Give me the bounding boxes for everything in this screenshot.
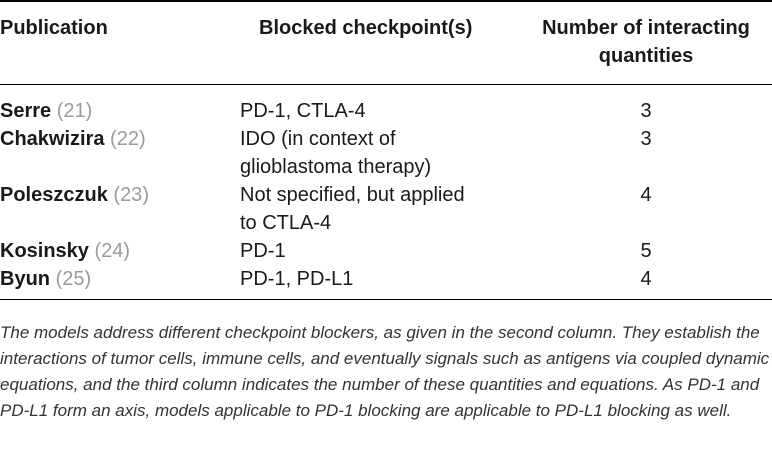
- table-row: [0, 237, 772, 265]
- publication-cell: Serre (21): [0, 100, 93, 122]
- count-cell: 4: [640, 268, 652, 290]
- reference-link[interactable]: 22: [116, 128, 139, 150]
- publications-table: [0, 97, 772, 293]
- author-name: Chakwizira: [0, 128, 105, 150]
- publication-cell: Kosinsky (24): [0, 240, 131, 262]
- header-number-of-quantities: [520, 14, 772, 70]
- table-row: [0, 97, 772, 125]
- count-cell: 5: [640, 240, 652, 262]
- checkpoint-line: PD-1: [240, 240, 286, 262]
- top-rule: [0, 0, 772, 2]
- header-number-line2: quantities: [598, 45, 694, 67]
- header-number-line1: Number of interacting: [542, 17, 750, 39]
- checkpoint-line: Not specified, but applied: [240, 184, 465, 206]
- count-cell: 3: [640, 128, 652, 150]
- header-publication: Publication: [0, 17, 108, 39]
- checkpoint-line: to CTLA-4: [240, 212, 332, 234]
- header-rule: [0, 84, 772, 85]
- reference-link[interactable]: 25: [62, 268, 85, 290]
- table-row: [0, 125, 772, 181]
- checkpoint-cell: [240, 265, 520, 293]
- reference-link[interactable]: 23: [120, 184, 143, 206]
- checkpoint-cell: [240, 97, 520, 125]
- reference-link[interactable]: 21: [63, 100, 86, 122]
- checkpoint-line: glioblastoma therapy): [240, 156, 432, 178]
- author-name: Serre: [0, 100, 52, 122]
- checkpoint-line: PD-1, CTLA-4: [240, 100, 366, 122]
- checkpoint-line: IDO (in context of: [240, 128, 396, 150]
- table-footnote: The models address different checkpoint blockers, as given in the second column. They establish the interactions of tumor cells, immune cells, and eventually signals such as antigens via coupled dynamic equations, and the third column indicates the number of these quantities and equations. As PD-1 and PD-L1 form an axis, models applicable to PD-1 blocking are applicable to PD-L1 blocking as well.: [0, 323, 770, 420]
- checkpoint-cell: [240, 181, 520, 237]
- checkpoint-cell: [240, 237, 520, 265]
- table-row: [0, 181, 772, 237]
- header-blocked-checkpoints: Blocked checkpoint(s): [259, 17, 473, 39]
- table-row: [0, 265, 772, 293]
- checkpoint-line: PD-1, PD-L1: [240, 268, 354, 290]
- author-name: Kosinsky: [0, 240, 89, 262]
- reference-link[interactable]: 24: [101, 240, 124, 262]
- checkpoint-cell: [240, 125, 520, 181]
- author-name: Poleszczuk: [0, 184, 108, 206]
- count-cell: 4: [640, 184, 652, 206]
- bottom-rule: [0, 299, 772, 300]
- count-cell: 3: [640, 100, 652, 122]
- author-name: Byun: [0, 268, 50, 290]
- publication-cell: Byun (25): [0, 268, 92, 290]
- publication-cell: Poleszczuk (23): [0, 184, 149, 206]
- publication-cell: Chakwizira (22): [0, 128, 146, 150]
